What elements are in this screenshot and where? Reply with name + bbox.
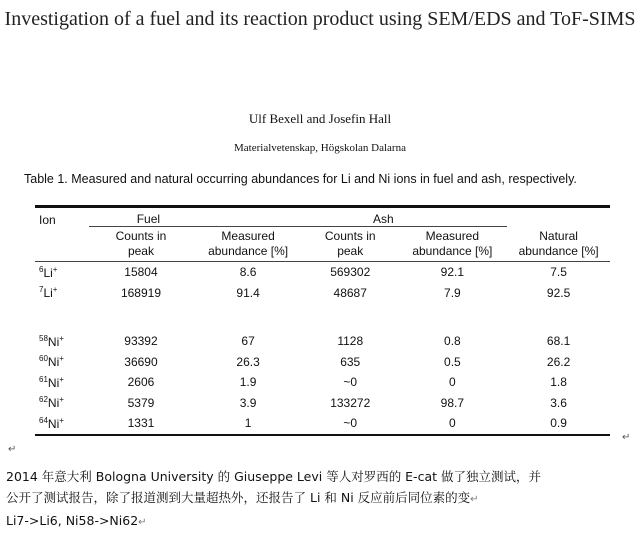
ash-counts-cell: 569302 bbox=[330, 265, 371, 280]
fuel-abundance-cell: 1.9 bbox=[239, 375, 257, 390]
ash-abundance-cell: 98.7 bbox=[440, 395, 465, 410]
ion-header: Ion bbox=[35, 207, 89, 227]
natural-abundance-header: Natural abundance [%] bbox=[507, 227, 610, 262]
ash-abundance-cell: 0.5 bbox=[444, 354, 461, 369]
ion-charge: + bbox=[59, 333, 64, 343]
fuel-counts-header: Counts in peak bbox=[89, 227, 194, 262]
note-line-3: Li7->Li6, Ni58->Ni62↵ bbox=[6, 513, 147, 528]
ash-abundance-cell: 0.8 bbox=[444, 334, 461, 349]
natural-abundance-cell: 7.5 bbox=[550, 265, 567, 280]
ion-cell bbox=[35, 413, 89, 435]
mass-number: 62 bbox=[39, 395, 48, 405]
paragraph-mark: ↵ bbox=[622, 432, 631, 443]
paper-title bbox=[0, 4, 640, 34]
element-symbol: Ni bbox=[47, 355, 60, 370]
ion-cell bbox=[35, 262, 89, 283]
table-row bbox=[35, 331, 610, 352]
ion-charge: + bbox=[59, 354, 64, 364]
paragraph-mark: ↵ bbox=[470, 494, 479, 505]
mass-number: 6 bbox=[39, 264, 44, 274]
note-line-2: 公开了测试报告，除了报道测到大量超热外，还报告了 Li 和 Ni 反应前后同位素的变↵ bbox=[6, 490, 479, 505]
ion-charge: + bbox=[52, 264, 58, 274]
ash-abundance-header: Measured abundance [%] bbox=[398, 227, 508, 262]
paper-affiliation: Materialvetenskap, Högskolan Dalarna bbox=[234, 142, 406, 154]
ash-group-header: Ash bbox=[303, 207, 507, 227]
ash-abundance-cell: 0 bbox=[449, 375, 456, 390]
fuel-counts-cell: 5379 bbox=[127, 395, 155, 410]
fuel-counts-cell: 36690 bbox=[124, 354, 158, 369]
natural-abundance-cell: 0.9 bbox=[507, 413, 610, 435]
table-body bbox=[35, 262, 610, 435]
element-symbol: Li bbox=[43, 265, 53, 280]
element-symbol: Ni bbox=[47, 416, 60, 431]
table-row bbox=[35, 283, 610, 304]
mass-number: 60 bbox=[39, 354, 48, 364]
natural-abundance-cell: 1.8 bbox=[550, 375, 567, 390]
fuel-abundance-header: Measured abundance [%] bbox=[193, 227, 303, 262]
fuel-abundance-cell: 3.9 bbox=[239, 395, 257, 410]
ash-abundance-cell: 0 bbox=[398, 413, 508, 435]
fuel-counts-cell: 1331 bbox=[89, 413, 194, 435]
fuel-group-header: Fuel bbox=[89, 207, 303, 227]
table-caption: Table 1. Measured and natural occurring abundances for Li and Ni ions in fuel and ash, respectively. bbox=[24, 172, 577, 186]
ion-cell bbox=[35, 352, 89, 373]
table-row bbox=[35, 372, 610, 393]
chinese-note bbox=[6, 466, 636, 533]
mass-number: 7 bbox=[39, 285, 44, 295]
table-row bbox=[35, 352, 610, 373]
fuel-abundance-cell: 8.6 bbox=[239, 265, 257, 280]
abundance-table bbox=[35, 205, 610, 436]
natural-abundance-cell: 68.1 bbox=[546, 334, 571, 349]
fuel-counts-cell: 2606 bbox=[127, 375, 155, 390]
element-symbol: Li bbox=[43, 286, 53, 301]
note-line-1: 2014 年意大利 Bologna University 的 Giuseppe Levi 等人对罗西的 E-cat 做了独立测试，并 bbox=[6, 469, 541, 484]
ash-counts-cell: 635 bbox=[340, 354, 361, 369]
mass-number: 61 bbox=[39, 374, 48, 384]
fuel-counts-cell: 93392 bbox=[124, 334, 158, 349]
paper-title-text: Investigation of a fuel and its reaction product using SEM/EDS and ToF-SIMS bbox=[4, 8, 636, 30]
table-row bbox=[35, 413, 610, 435]
ash-counts-cell: 48687 bbox=[333, 285, 367, 300]
ion-cell bbox=[35, 393, 89, 414]
ion-cell bbox=[35, 372, 89, 393]
ash-counts-cell: ~0 bbox=[343, 375, 358, 390]
ash-counts-cell: 1128 bbox=[337, 334, 364, 349]
ion-charge: + bbox=[59, 415, 64, 425]
ash-counts-cell: ~0 bbox=[303, 413, 398, 435]
element-symbol: Ni bbox=[47, 396, 60, 411]
paper-authors: Ulf Bexell and Josefin Hall bbox=[248, 111, 392, 126]
fuel-counts-cell: 15804 bbox=[124, 265, 158, 280]
ion-cell bbox=[35, 283, 89, 304]
natural-abundance-cell: 3.6 bbox=[550, 395, 567, 410]
table-row bbox=[35, 262, 610, 283]
ash-abundance-cell: 92.1 bbox=[440, 265, 465, 280]
element-symbol: Ni bbox=[47, 334, 60, 349]
fuel-abundance-cell: 1 bbox=[193, 413, 303, 435]
element-symbol: Ni bbox=[47, 375, 60, 390]
paragraph-mark: ↵ bbox=[138, 517, 147, 528]
table-row bbox=[35, 393, 610, 414]
ash-abundance-cell: 7.9 bbox=[444, 285, 461, 300]
mass-number: 64 bbox=[39, 415, 48, 425]
ion-charge: + bbox=[59, 374, 64, 384]
table-column-header-row bbox=[35, 227, 610, 262]
ash-counts-cell: 133272 bbox=[330, 395, 371, 410]
ash-counts-header: Counts in peak bbox=[303, 227, 398, 262]
paragraph-mark: ↵ bbox=[8, 444, 17, 455]
fuel-abundance-cell: 91.4 bbox=[236, 285, 260, 300]
ion-charge: + bbox=[59, 395, 64, 405]
ion-cell bbox=[35, 331, 89, 352]
mass-number: 58 bbox=[39, 333, 48, 343]
fuel-abundance-cell: 67 bbox=[241, 334, 255, 349]
table-group-header-row bbox=[35, 207, 610, 227]
fuel-abundance-cell: 26.3 bbox=[236, 354, 260, 369]
table-spacer-row bbox=[35, 303, 610, 331]
fuel-counts-cell: 168919 bbox=[120, 285, 161, 300]
ion-charge: + bbox=[52, 285, 58, 295]
natural-abundance-cell: 92.5 bbox=[546, 285, 571, 300]
natural-abundance-cell: 26.2 bbox=[546, 354, 571, 369]
